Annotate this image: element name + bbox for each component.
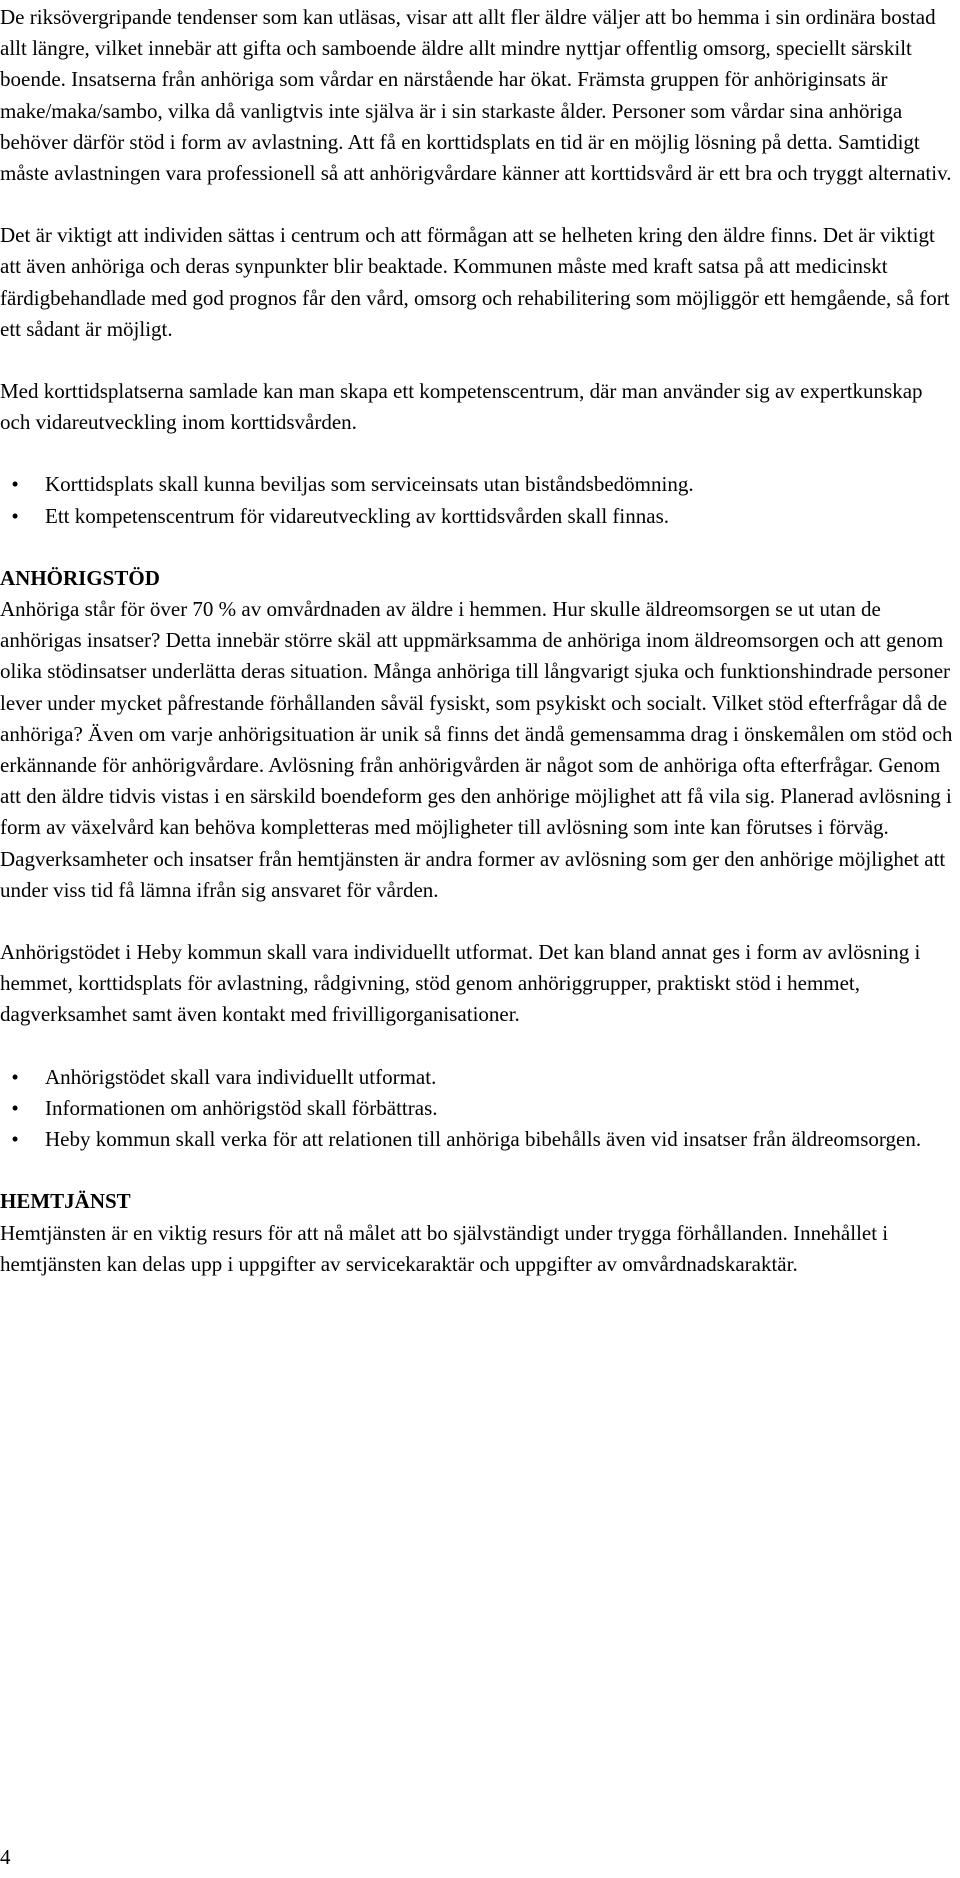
list-item (0, 1062, 955, 1093)
list-item (0, 469, 955, 500)
bullet-icon: • (11, 503, 19, 528)
intro-paragraph-2: Det är viktigt att individen sättas i centrum och att förmågan att se helheten kring den äldre finns. Det är viktigt att även anhöriga och deras synpunkter blir beaktade. Kommunen måste med kraft satsa på att medicinskt färdigbehandlade med god prognos får den vård, omsorg och rehabilitering som möjliggör ett hemgående, så fort ett sådant är möjligt. (0, 223, 950, 341)
bullet-list-anhorigstod (0, 1062, 955, 1156)
section-hemtjanst (0, 1186, 955, 1280)
anhorigstod-paragraph-2: Anhörigstödet i Heby kommun skall vara individuellt utformat. Det kan bland annat ges i form av avlösning i hemmet, korttidsplats för avlastning, rådgivning, stöd genom anhöriggrupper, praktiskt stöd i hemmet, dagverksamhet samt även kontakt med frivilligorganisationer. (0, 940, 921, 1027)
bullet-icon: • (11, 472, 19, 497)
section-paragraph: Hemtjänsten är en viktig resurs för att nå målet att bo självständigt under trygga förhållanden. Innehållet i hemtjänsten kan delas upp i uppgifter av servicekaraktär och uppgifter av omvårdnadskaraktär. (0, 1220, 889, 1276)
page-number: 4 (0, 1845, 11, 1869)
bullet-icon: • (11, 1127, 19, 1152)
bullet-list-korttid (0, 469, 955, 531)
list-item-text: Heby kommun skall verka för att relationen till anhöriga bibehålls även vid insatser från äldreomsorgen. (45, 1127, 922, 1152)
document-body (0, 2, 955, 1311)
section-anhorigstod (0, 563, 955, 906)
section-heading: HEMTJÄNST (0, 1189, 131, 1214)
section-paragraph: Anhöriga står för över 70 % av omvårdnaden av äldre i hemmen. Hur skulle äldreomsorgen se ut utan de anhörigas insatser? Detta innebär större skäl att uppmärksamma de anhöriga inom äldreomsorgen och att genom olika stödinsatser underlätta deras situation. Många anhöriga till långvarigt sjuka och funktionshindrade personer lever under mycket påfrestande förhållanden såväl fysiskt, som psykiskt och socialt. Vilket stöd efterfrågar då de anhöriga? Även om varje anhörigsituation är unik så finns det ändå gemensamma drag i önskemålen om stöd och erkännande för anhörigvårdare. Avlösning från anhörigvården är något som de anhöriga ofta efterfrågar. Genom att den äldre tidvis vistas i en särskild boendeform ges den anhörige möjlighet att få vila sig. Planerad avlösning i form av växelvård kan behöva kompletteras med möjligheter till avlösning som inte kan förutses i förväg. Dagverksamheter och insatser från hemtjänsten är andra former av avlösning som ger den anhörige möjlighet att under viss tid få lämna ifrån sig ansvaret för vården. (0, 597, 953, 902)
list-item (0, 501, 955, 532)
section-heading: ANHÖRIGSTÖD (0, 565, 160, 590)
list-item (0, 1124, 955, 1155)
bullet-icon: • (11, 1064, 19, 1089)
bullet-icon: • (11, 1095, 19, 1120)
intro-paragraph-3: Med korttidsplatserna samlade kan man skapa ett kompetenscentrum, där man använder sig av expertkunskap och vidareutveckling inom korttidsvården. (0, 379, 923, 435)
list-item (0, 1093, 955, 1124)
list-item-text: Ett kompetenscentrum för vidareutveckling av korttidsvården skall finnas. (45, 503, 669, 528)
list-item-text: Korttidsplats skall kunna beviljas som serviceinsats utan biståndsbedömning. (45, 472, 694, 497)
list-item-text: Anhörigstödet skall vara individuellt utformat. (45, 1064, 437, 1089)
list-item-text: Informationen om anhörigstöd skall förbättras. (45, 1095, 438, 1120)
intro-paragraph-1: De riksövergripande tendenser som kan utläsas, visar att allt fler äldre väljer att bo hemma i sin ordinära bostad allt längre, vilket innebär att gifta och samboende äldre allt mindre nyttjar offentlig omsorg, speciellt särskilt boende. Insatserna från anhöriga som vårdar en närstående har ökat. Främsta gruppen för anhöriginsats är make/maka/sambo, vilka då vanligtvis inte själva är i sin starkaste ålder. Personer som vårdar sina anhöriga behöver därför stöd i form av avlastning. Att få en korttidsplats en tid är en möjlig lösning på detta. Samtidigt måste avlastningen vara professionell så att anhörigvårdare känner att korttidsvård är ett bra och tryggt alternativ. (0, 5, 952, 186)
